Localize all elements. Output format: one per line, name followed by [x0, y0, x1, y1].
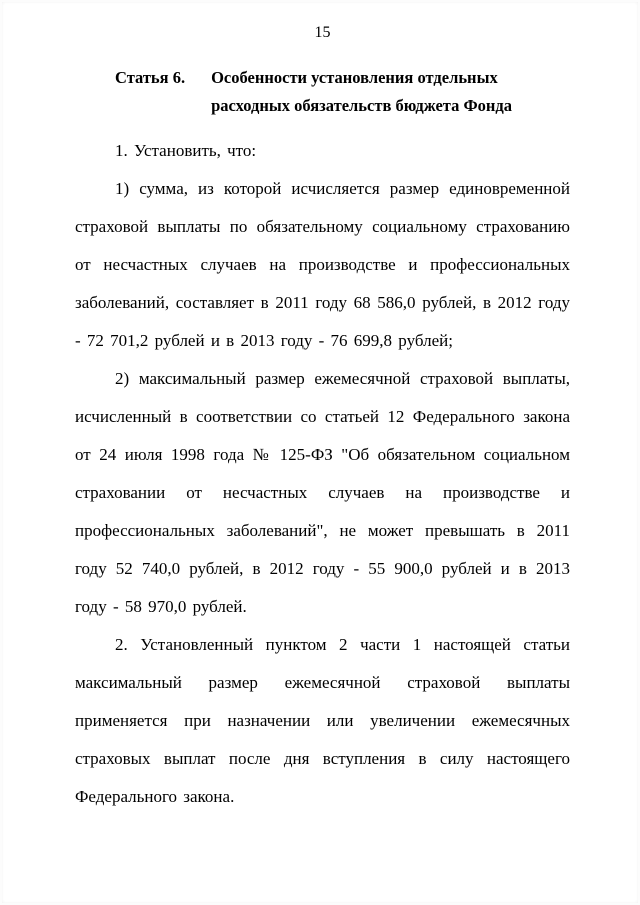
paragraph-intro: 1. Установить, что: [115, 141, 257, 160]
paragraph-item-2: 2) максимальный размер ежемесячной страховой выплаты, исчисленный в соответствии со статьей 12 Федерального закона от 24 июля 1998 года № 125-ФЗ "Об обязательном социальном страховании от несчастных случаев на производстве и профессиональных заболеваний", не может превышать в 2011 году 52 740,0 рублей, в 2012 году - 55 900,0 рублей и в 2013 году - 58 970,0 рублей. [75, 369, 570, 616]
page-number: 15 [314, 24, 331, 41]
article-heading-label: Статья 6. [115, 68, 186, 87]
document-body [75, 132, 570, 816]
article-heading-title: Особенности установления отдельных расходных обязательств бюджета Фонда [211, 68, 513, 115]
paragraph-part-2: 2. Установленный пунктом 2 части 1 настоящей статьи максимальный размер ежемесячной страховой выплаты применяется при назначении или увеличении ежемесячных страховых выплат после дня вступления в силу настоящего Федерального закона. [75, 635, 570, 806]
paragraph-item-1: 1) сумма, из которой исчисляется размер единовременной страховой выплаты по обязательному социальному страхованию от несчастных случаев на производстве и профессиональных заболеваний, составляет в 2011 году 68 586,0 рублей, в 2012 году - 72 701,2 рублей и в 2013 году - 76 699,8 рублей; [75, 179, 570, 350]
article-heading [115, 64, 570, 120]
